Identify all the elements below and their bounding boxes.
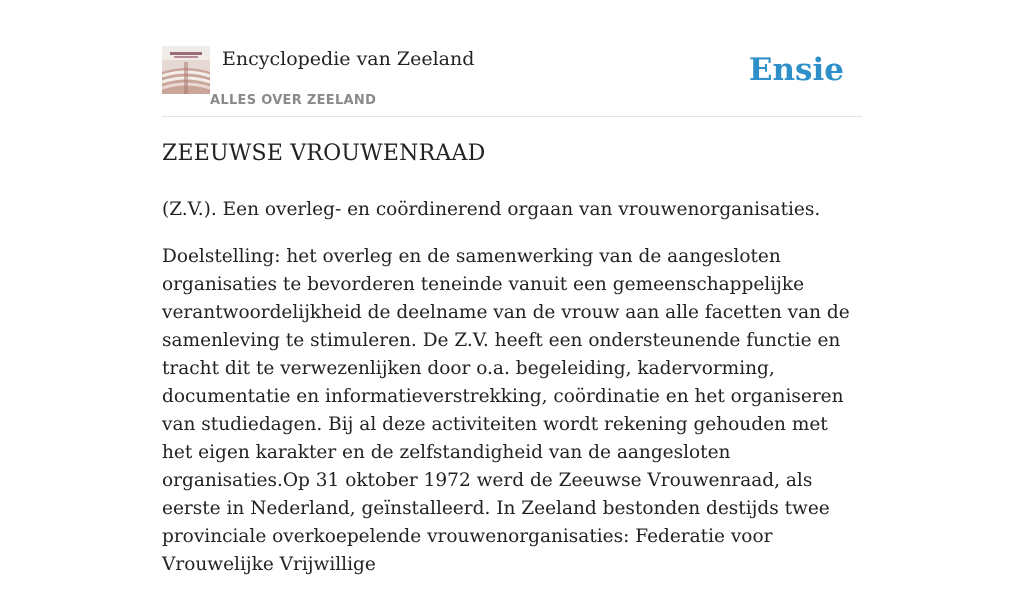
- article-title: ZEEUWSE VROUWENRAAD: [162, 141, 486, 166]
- article-body: Doelstelling: het overleg en de samenwerking van de aangesloten organisaties te bevorderen teneinde vanuit een gemeenschappelijke verantwoordelijkheid de deelname van de vrouw aan alle facetten van de samenleving te stimuleren. De Z.V. heeft een ondersteunende functie en tracht dit te verwezenlijken door o.a. begeleiding, kadervorming, documentatie en informatieverstrekking, coördinatie en het organiseren van studiedagen. Bij al deze activiteiten wordt rekening gehouden met het eigen karakter en de zelfstandigheid van de aangesloten organisaties.Op 31 oktober 1972 werd de Zeeuwse Vrouwenraad, als eerste in Nederland, geïnstalleerd. In Zeeland bestonden destijds twee provinciale overkoepelende vrouwenorganisaties: Federatie voor Vrouwelijke Vrijwillige: [162, 246, 850, 575]
- site-logo-avatar[interactable]: [162, 46, 210, 94]
- site-header: [162, 46, 862, 117]
- book-logo-icon: [162, 46, 210, 94]
- article-intro: (Z.V.). Een overleg- en coördinerend orgaan van vrouwenorganisaties.: [162, 199, 821, 220]
- article: [162, 138, 862, 598]
- site-title-link[interactable]: Encyclopedie van Zeeland: [222, 48, 475, 70]
- site-tagline: ALLES OVER ZEELAND: [210, 93, 377, 108]
- ensie-brand-logo[interactable]: Ensie: [748, 52, 844, 88]
